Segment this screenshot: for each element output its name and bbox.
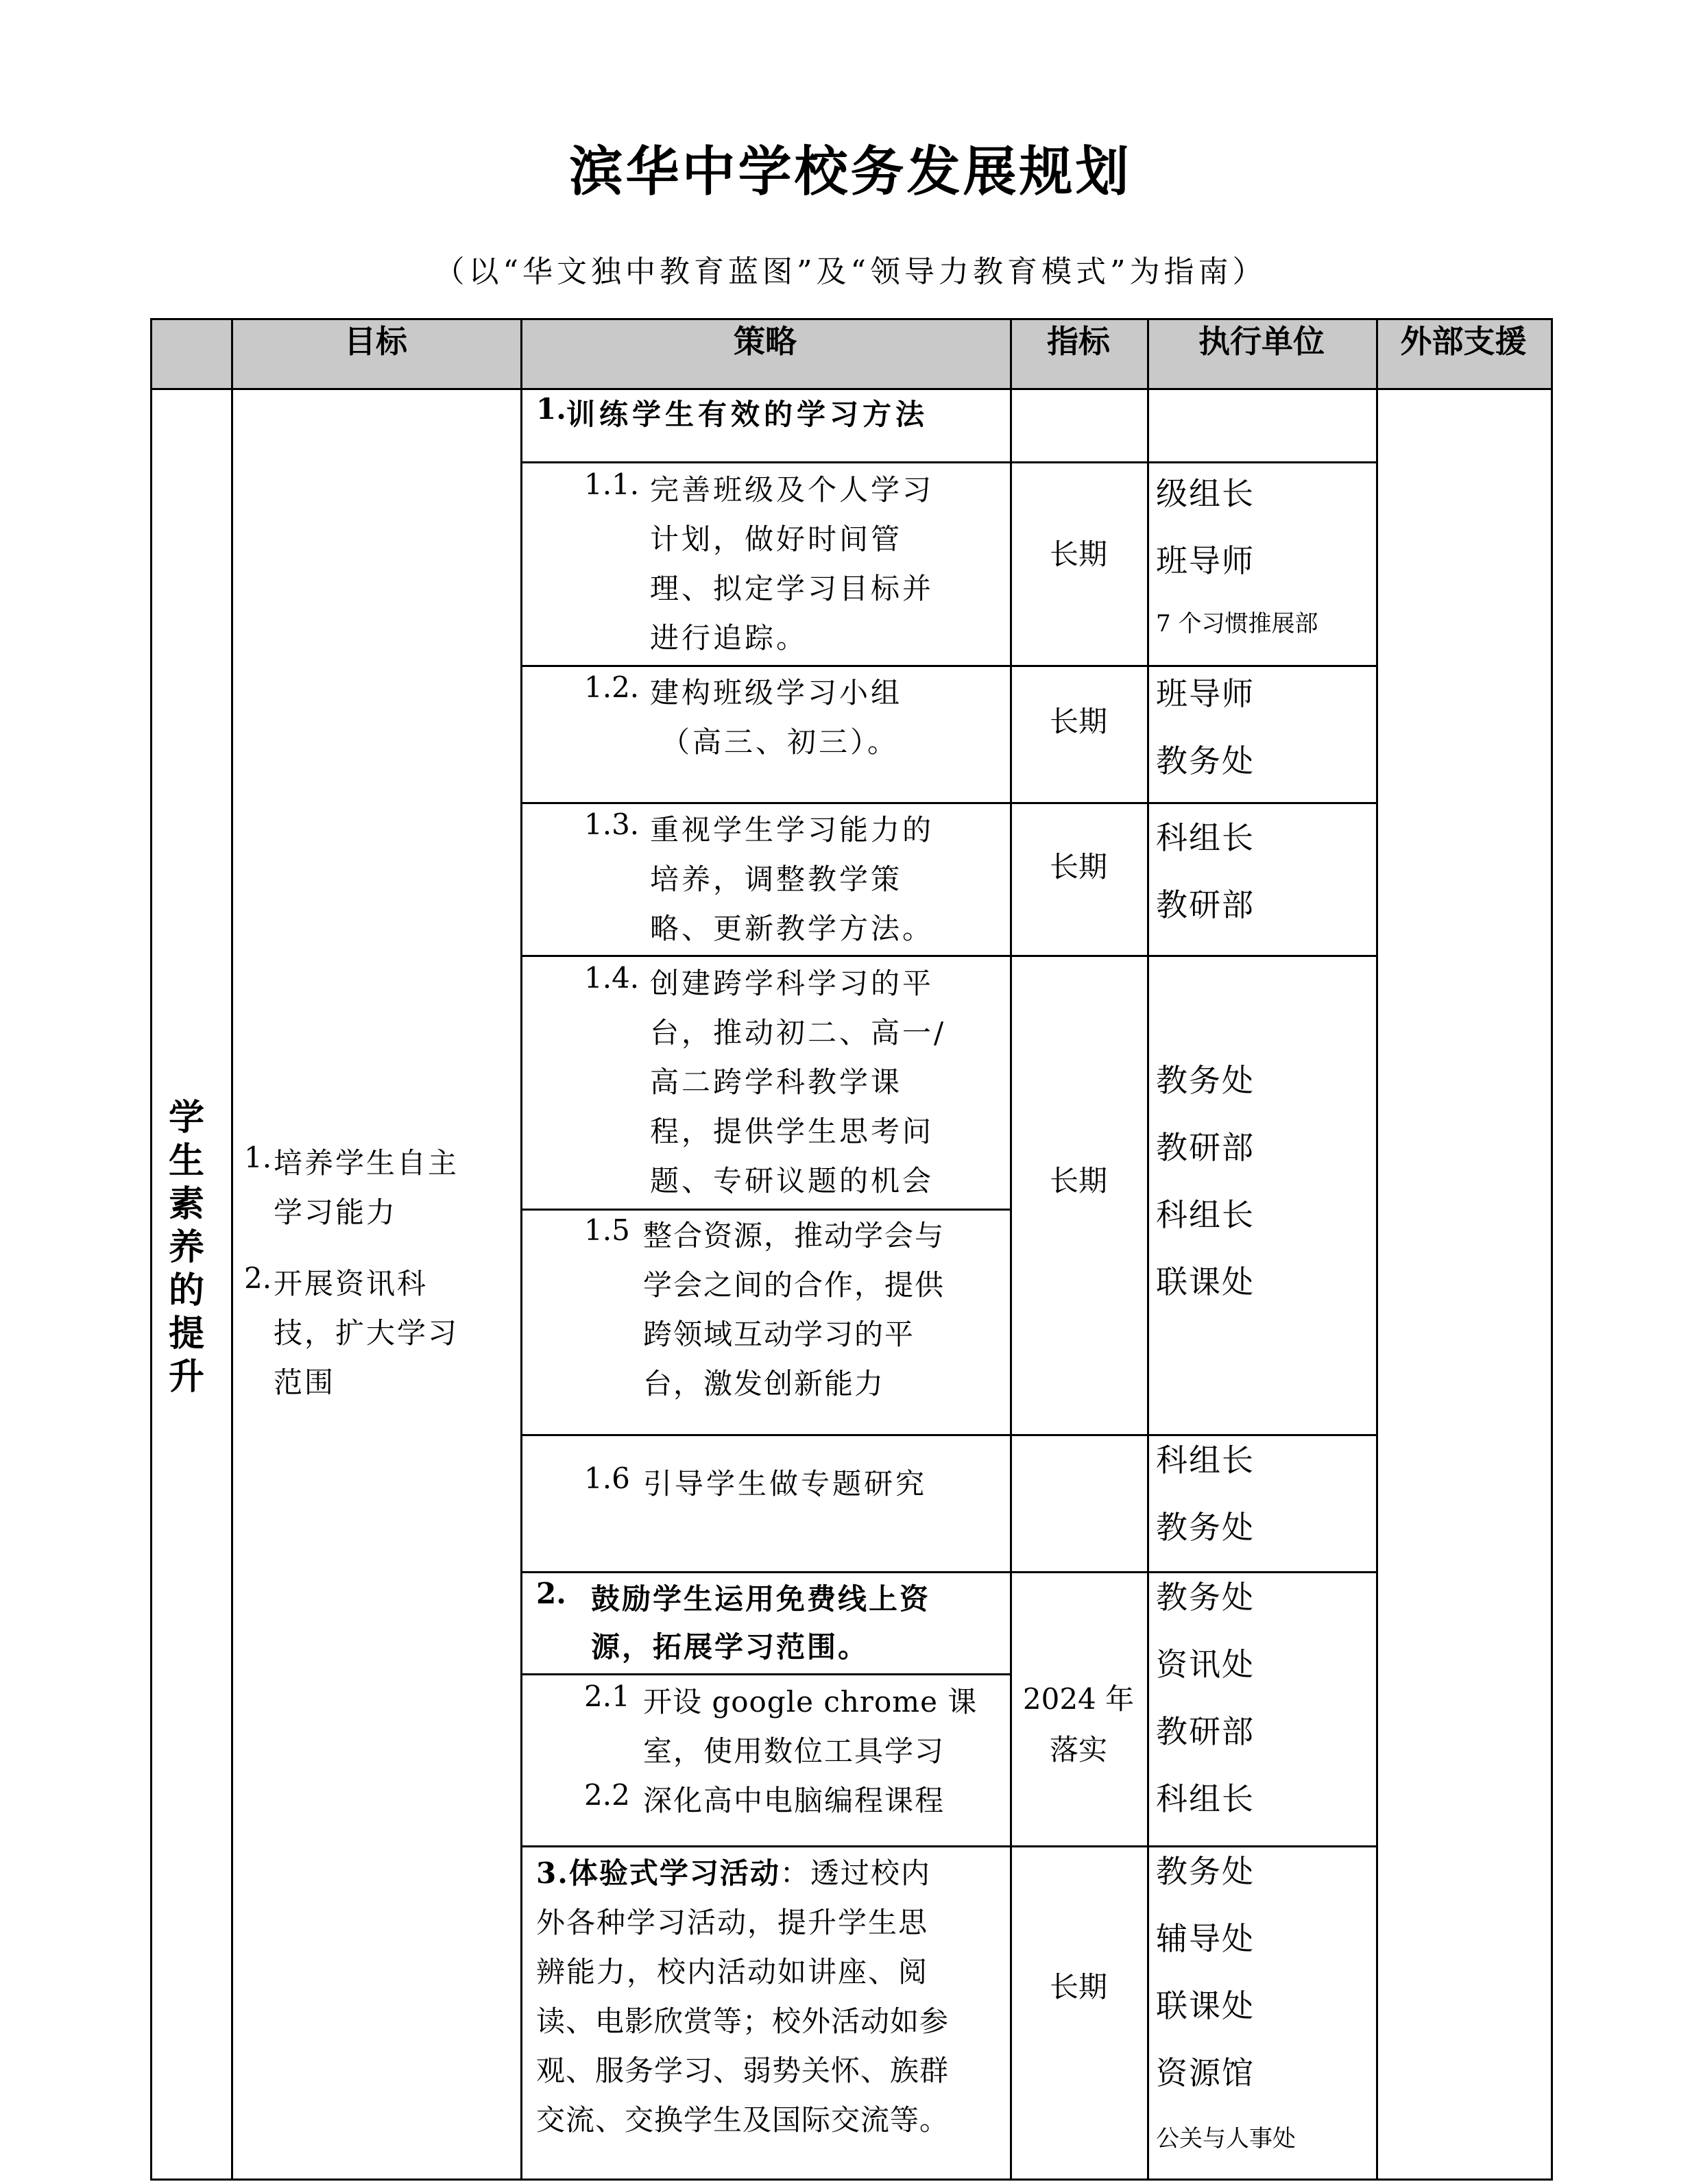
strategy-line: 开设 google chrome 课 [643, 1685, 978, 1719]
strategy-number: 1.5 [584, 1213, 630, 1247]
strategy-line: 略、更新教学方法。 [650, 912, 934, 945]
strategy-line: （高三、初三）。 [661, 725, 900, 759]
goal-number: 2. [244, 1261, 272, 1295]
strategy-line: 深化高中电脑编程课程 [643, 1784, 945, 1817]
strategy-line: 高二跨学科教学课 [650, 1065, 903, 1099]
strategy-line: 计划，做好时间管 [650, 522, 903, 556]
strategy-line: 外各种学习活动，提升学生思 [536, 1906, 929, 1939]
strategy-line: 建构班级学习小组 [650, 676, 903, 709]
unit-label: 科组长 [1156, 1442, 1255, 1479]
unit-label: 教研部 [1156, 1129, 1255, 1166]
strategy-line: 跨领域互动学习的平 [643, 1318, 915, 1351]
strategy-number: 1.3. [584, 808, 640, 841]
unit-label: 教务处 [1156, 1579, 1255, 1616]
strategy-line: 学会之间的合作，提供 [643, 1268, 945, 1302]
strategy-title: 训练学生有效的学习方法 [566, 398, 929, 431]
strategy-line: 理、拟定学习目标并 [650, 572, 934, 605]
indicator-1-2: 长期 [1049, 705, 1107, 738]
header-executing-unit: 执行单位 [1198, 323, 1325, 360]
strategy-line: 引导学生做专题研究 [643, 1467, 928, 1501]
category-label: 学生素养的提升 [168, 1097, 204, 1398]
goal-text-line: 开展资讯科 [274, 1267, 429, 1300]
indicator-1-4-1-5: 长期 [1049, 1164, 1107, 1198]
strategy-line: 台，推动初二、高一/ [650, 1016, 947, 1049]
strategy-number: 1.1. [584, 468, 640, 501]
strategy-line: 程，提供学生思考问 [650, 1115, 934, 1148]
unit-label: 辅导处 [1156, 1920, 1255, 1957]
unit-label: 资讯处 [1156, 1646, 1255, 1683]
strategy-line: 创建跨学科学习的平 [650, 967, 934, 1000]
goal-number: 1. [244, 1141, 272, 1174]
unit-label: 教务处 [1156, 742, 1255, 779]
strategy-title-line: 鼓励学生运用免费线上资 [591, 1582, 931, 1616]
indicator-1-3: 长期 [1049, 850, 1107, 884]
unit-label: 科组长 [1156, 1196, 1255, 1233]
unit-label: 教研部 [1156, 1713, 1255, 1750]
indicator-1-1: 长期 [1049, 537, 1107, 571]
unit-label: 教务处 [1156, 1853, 1255, 1890]
unit-label: 教务处 [1156, 1062, 1255, 1099]
goal-text-line: 培养学生自主 [274, 1146, 459, 1180]
unit-label: 公关与人事处 [1156, 2125, 1296, 2152]
header-external-support: 外部支援 [1400, 323, 1527, 360]
header-strategy: 策略 [734, 323, 797, 360]
document-title: 滨华中学校务发展规划 [569, 141, 1132, 203]
indicator-2-status: 落实 [1049, 1733, 1107, 1767]
unit-label: 级组长 [1156, 475, 1255, 512]
unit-label: 资源馆 [1156, 2054, 1255, 2091]
strategy-line: 进行追踪。 [650, 621, 808, 655]
strategy-line: 台，激发创新能力 [643, 1367, 885, 1400]
strategy-number: 1. [536, 392, 566, 426]
unit-label: 班导师 [1156, 542, 1255, 579]
goal-text-line: 学习能力 [274, 1196, 398, 1229]
strategy-line: 室，使用数位工具学习 [643, 1734, 945, 1768]
strategy-line: 培养，调整教学策 [650, 862, 903, 896]
strategy-line: 重视学生学习能力的 [650, 813, 934, 847]
strategy-line: 完善班级及个人学习 [650, 473, 934, 507]
strategy-number: 2. [536, 1577, 566, 1610]
unit-label: 7 个习惯推展部 [1156, 610, 1318, 638]
strategy-line: 观、服务学习、弱势关怀、族群 [536, 2054, 950, 2087]
strategy-line: 读、电影欣赏等；校外活动如参 [536, 2004, 950, 2038]
unit-label: 联课处 [1156, 1987, 1255, 2024]
unit-label: 科组长 [1156, 819, 1255, 856]
strategy-line [536, 1851, 931, 1892]
unit-label: 教务处 [1156, 1509, 1255, 1546]
strategy-number: 2.1 [584, 1679, 630, 1713]
unit-label: 科组长 [1156, 1780, 1255, 1817]
unit-label: 教研部 [1156, 886, 1255, 923]
strategy-line: 交流、交换学生及国际交流等。 [536, 2103, 950, 2137]
indicator-2-year: 2024 年 [1022, 1682, 1135, 1716]
strategy-number: 1.6 [584, 1461, 630, 1495]
strategy-number: 2.2 [584, 1778, 630, 1812]
unit-label: 班导师 [1156, 675, 1255, 712]
goal-text-line: 技，扩大学习 [274, 1316, 459, 1350]
document-subtitle: （以“华文独中教育蓝图”及“领导力教育模式”为指南） [434, 254, 1267, 289]
header-indicator: 指标 [1047, 323, 1110, 360]
strategy-number: 1.2. [584, 670, 640, 704]
indicator-3: 长期 [1049, 1970, 1107, 2004]
header-goal: 目标 [344, 323, 407, 360]
strategy-number: 1.4. [584, 961, 640, 995]
strategy-title-line: 源，拓展学习范围。 [591, 1630, 869, 1664]
strategy-title: 3.体验式学习活动 [536, 1856, 780, 1890]
strategy-line: 辨能力，校内活动如讲座、阅 [536, 1955, 929, 1989]
strategy-line: 题、专研议题的机会 [650, 1164, 934, 1198]
unit-label: 联课处 [1156, 1263, 1255, 1300]
goal-text-line: 范围 [274, 1366, 336, 1399]
strategy-line: 整合资源，推动学会与 [643, 1219, 945, 1252]
strategy-text: ：透过校内 [780, 1856, 931, 1890]
